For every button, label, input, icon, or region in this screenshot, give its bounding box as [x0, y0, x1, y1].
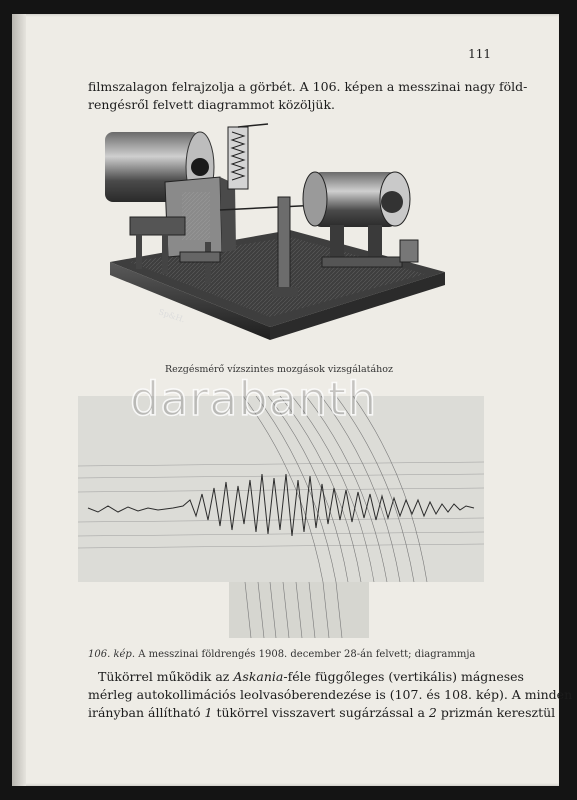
seismograph-illustration	[100, 122, 450, 342]
paragraph-line-3: irányban állítható 1 tükörrel visszavert sugárzással a 2 prizmán keresztül	[88, 705, 556, 720]
engraver-mark: Sp&H.	[157, 307, 187, 325]
paragraph-line-1: Tükörrel működik az Askania-féle függőleges (vertikális) mágneses	[98, 669, 524, 684]
figure-2-caption	[88, 649, 475, 660]
seismogram-strip	[229, 582, 369, 638]
watermark: darabanth	[130, 372, 378, 426]
text-line-2: rengésről felvett diagrammot közöljük.	[88, 97, 336, 112]
figure-2-label: 106. kép.	[88, 649, 136, 660]
paragraph-line-2: mérleg autokollimációs leolvasóberendezése is (107. és 108. kép). A minden	[88, 687, 573, 702]
figure-1-caption: Rezgésmérő vízszintes mozgások vizsgálatához	[165, 364, 393, 375]
text-line-1: filmszalagon felrajzolja a görbét. A 106. képen a messzinai nagy föld-	[88, 79, 528, 94]
page-number: 111	[468, 47, 491, 61]
page-gutter	[12, 14, 26, 786]
figure-2-text: A messzinai földrengés 1908. december 28-án felvett; diagrammja	[138, 649, 476, 660]
